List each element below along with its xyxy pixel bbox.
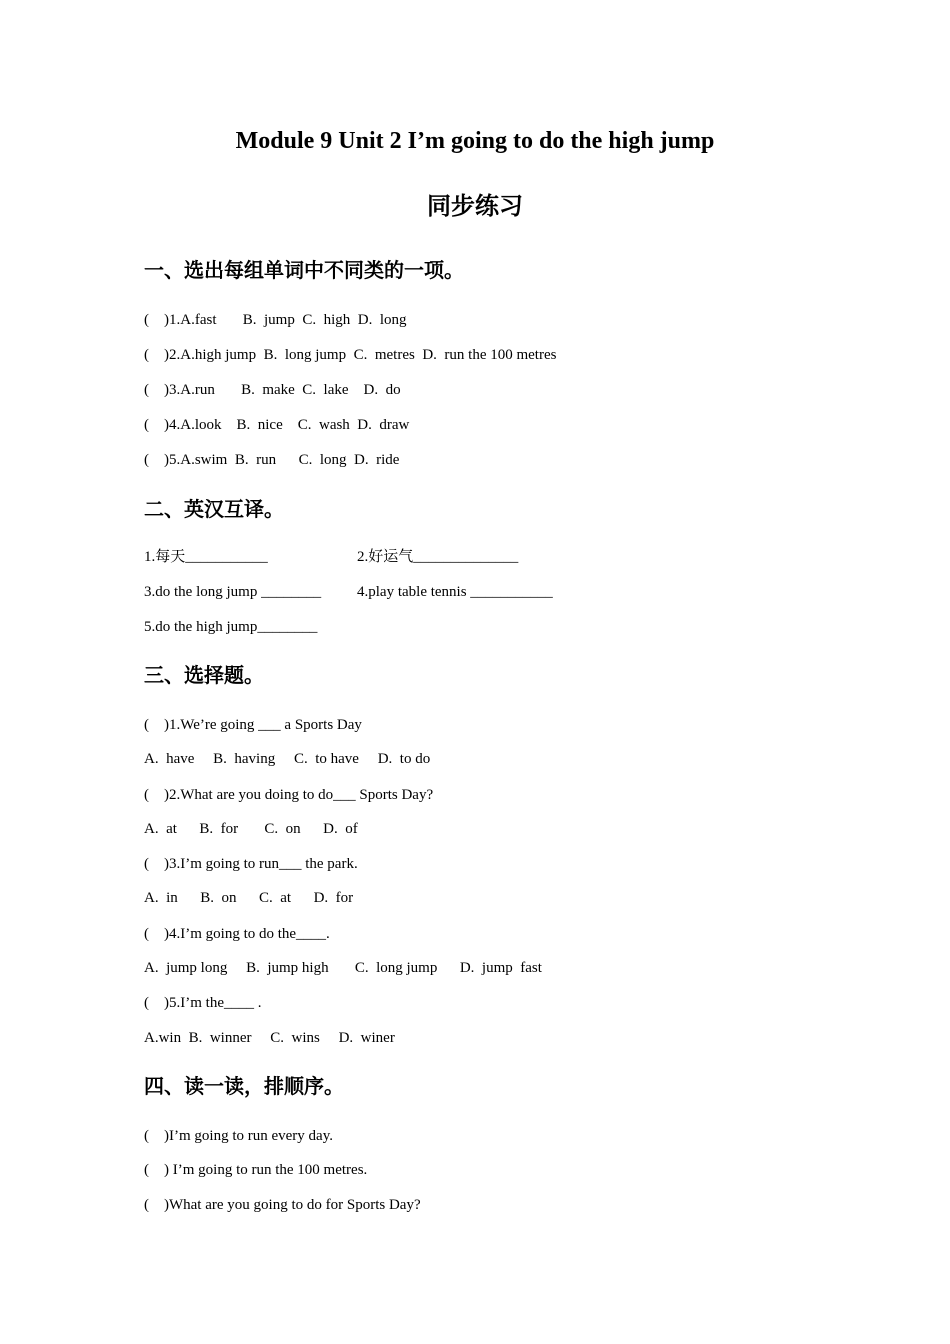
translation-item: 5.do the high jump________ — [144, 619, 318, 635]
question-item: ( )2.A.high jump B. long jump C. metres D. run the 100 metres — [144, 347, 557, 363]
question-item: ( )3.I’m going to run___ the park. — [144, 856, 358, 872]
document-title: Module 9 Unit 2 I’m going to do the high jump — [235, 128, 715, 154]
question-item: ( )2.What are you doing to do___ Sports Day? — [144, 787, 434, 803]
document-subtitle: 同步练习 — [427, 192, 523, 220]
answer-options: A. at B. for C. on D. of — [144, 821, 358, 837]
question-item: ( )1.We’re going ___ a Sports Day — [144, 717, 362, 733]
answer-options: A. have B. having C. to have D. to do — [144, 751, 431, 767]
order-item: ( ) I’m going to run the 100 metres. — [144, 1162, 368, 1178]
question-item: ( )1.A.fast B. jump C. high D. long — [144, 312, 407, 328]
answer-options: A.win B. winner C. wins D. winer — [144, 1030, 395, 1046]
translation-item: 1.每天___________ — [144, 549, 268, 565]
section-3-heading: 三、选择题。 — [144, 663, 264, 687]
translation-item: 4.play table tennis ___________ — [357, 584, 553, 600]
order-item: ( )What are you going to do for Sports Day? — [144, 1197, 421, 1213]
question-item: ( )5.A.swim B. run C. long D. ride — [144, 452, 400, 468]
section-2-heading: 二、英汉互译。 — [144, 497, 284, 521]
question-item: ( )4.A.look B. nice C. wash D. draw — [144, 417, 410, 433]
answer-options: A. jump long B. jump high C. long jump D. jump fast — [144, 960, 542, 976]
answer-options: A. in B. on C. at D. for — [144, 890, 354, 906]
question-item: ( )4.I’m going to do the____. — [144, 926, 330, 942]
order-item: ( )I’m going to run every day. — [144, 1128, 333, 1144]
section-4-heading: 四、读一读，排顺序。 — [144, 1074, 344, 1098]
question-item: ( )3.A.run B. make C. lake D. do — [144, 382, 401, 398]
section-1-heading: 一、选出每组单词中不同类的一项。 — [144, 258, 464, 282]
question-item: ( )5.I’m the____ . — [144, 995, 262, 1011]
translation-item: 2.好运气______________ — [357, 549, 519, 565]
translation-item: 3.do the long jump ________ — [144, 584, 322, 600]
